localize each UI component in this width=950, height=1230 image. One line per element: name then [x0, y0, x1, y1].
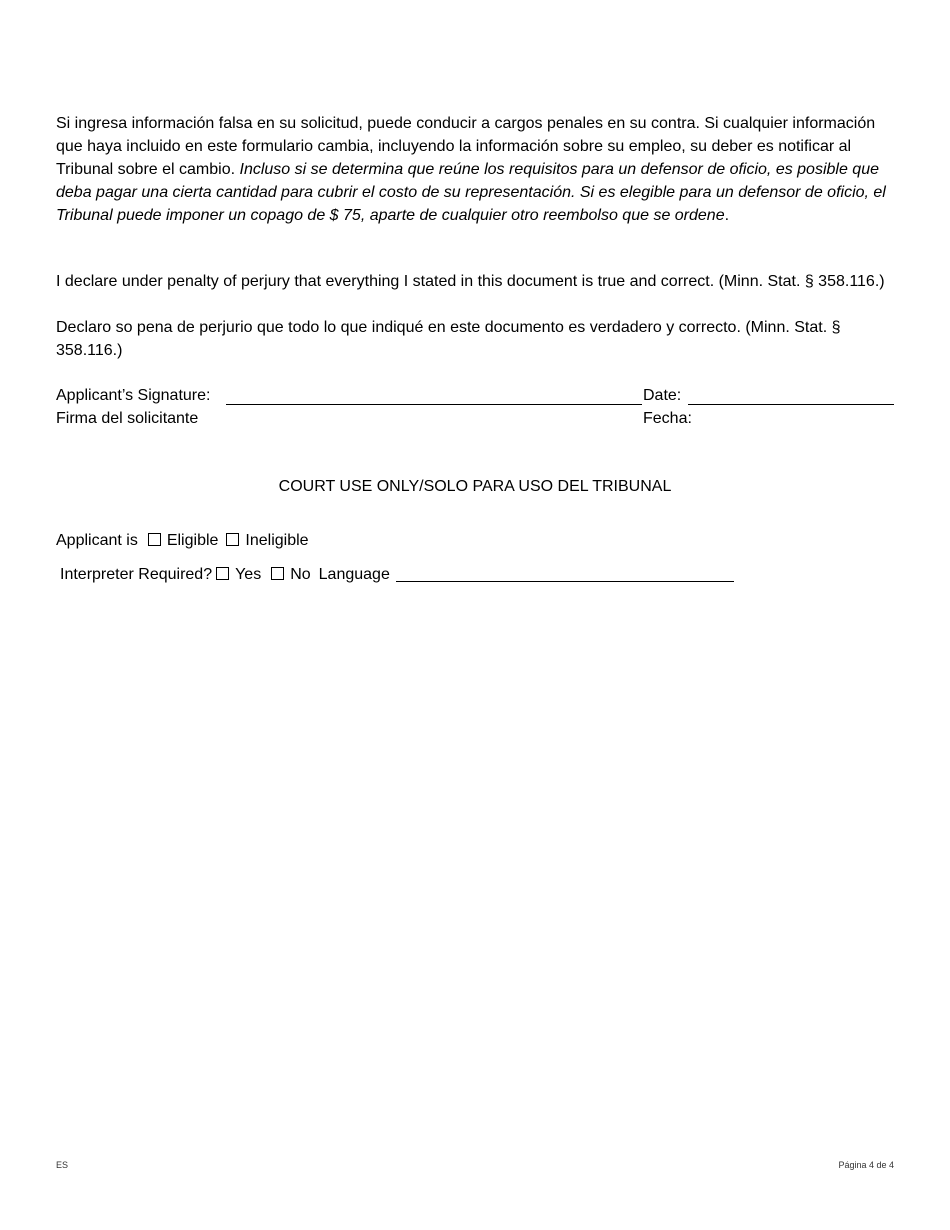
- interpreter-required-label: Interpreter Required?: [60, 566, 213, 583]
- fecha-label: Fecha:: [643, 410, 692, 427]
- firma-label: Firma del solicitante: [56, 410, 199, 427]
- perjury-declaration-english: I declare under penalty of perjury that everything I stated in this document is true and correct. (Minn. Stat. § 358.116.): [56, 273, 885, 290]
- copay-notice-italic: Incluso si se determina que reúne los requisitos para un defensor de oficio, es posible que deba pagar una cierta cantidad para cubrir el costo de su representación. Si es elegible para un defensor de oficio, el Tribunal puede imponer un copago de $ 75, aparte de cualquier otro reembolso que se ordene: [56, 161, 886, 224]
- eligible-checkbox[interactable]: [148, 533, 161, 546]
- yes-label: Yes: [235, 566, 262, 583]
- language-label: Language: [318, 566, 390, 583]
- eligibility-row: [56, 530, 309, 552]
- perjury-declaration-spanish: Declaro so pena de perjurio que todo lo que indiqué en este documento es verdadero y correcto. (Minn. Stat. § 358.116.): [56, 319, 841, 359]
- court-use-heading: COURT USE ONLY/SOLO PARA USO DEL TRIBUNAL: [278, 478, 672, 495]
- date-field[interactable]: [688, 404, 894, 405]
- interpreter-yes-checkbox[interactable]: [216, 567, 229, 580]
- language-field[interactable]: [396, 565, 734, 582]
- interpreter-row: [60, 564, 734, 586]
- ineligible-label: Ineligible: [245, 532, 309, 549]
- no-label: No: [290, 566, 311, 583]
- warning-end: .: [724, 207, 730, 224]
- signature-label: Applicant’s Signature:: [56, 387, 211, 404]
- footer-page-number: Página 4 de 4: [838, 1160, 894, 1170]
- date-label: Date:: [643, 387, 682, 404]
- warning-text: Si ingresa información falsa en su solicitud, puede conducir a cargos penales en su contra. Si cualquier información que haya incluido en este formulario cambia, incluyendo la información sobre su empleo, su deber es notificar al Tribunal sobre el cambio.: [56, 115, 876, 178]
- eligible-label: Eligible: [166, 532, 219, 549]
- footer-language-code: ES: [56, 1160, 69, 1170]
- signature-field[interactable]: [226, 404, 642, 405]
- false-information-warning: [56, 112, 896, 227]
- applicant-is-label: Applicant is: [56, 532, 138, 549]
- interpreter-no-checkbox[interactable]: [271, 567, 284, 580]
- ineligible-checkbox[interactable]: [226, 533, 239, 546]
